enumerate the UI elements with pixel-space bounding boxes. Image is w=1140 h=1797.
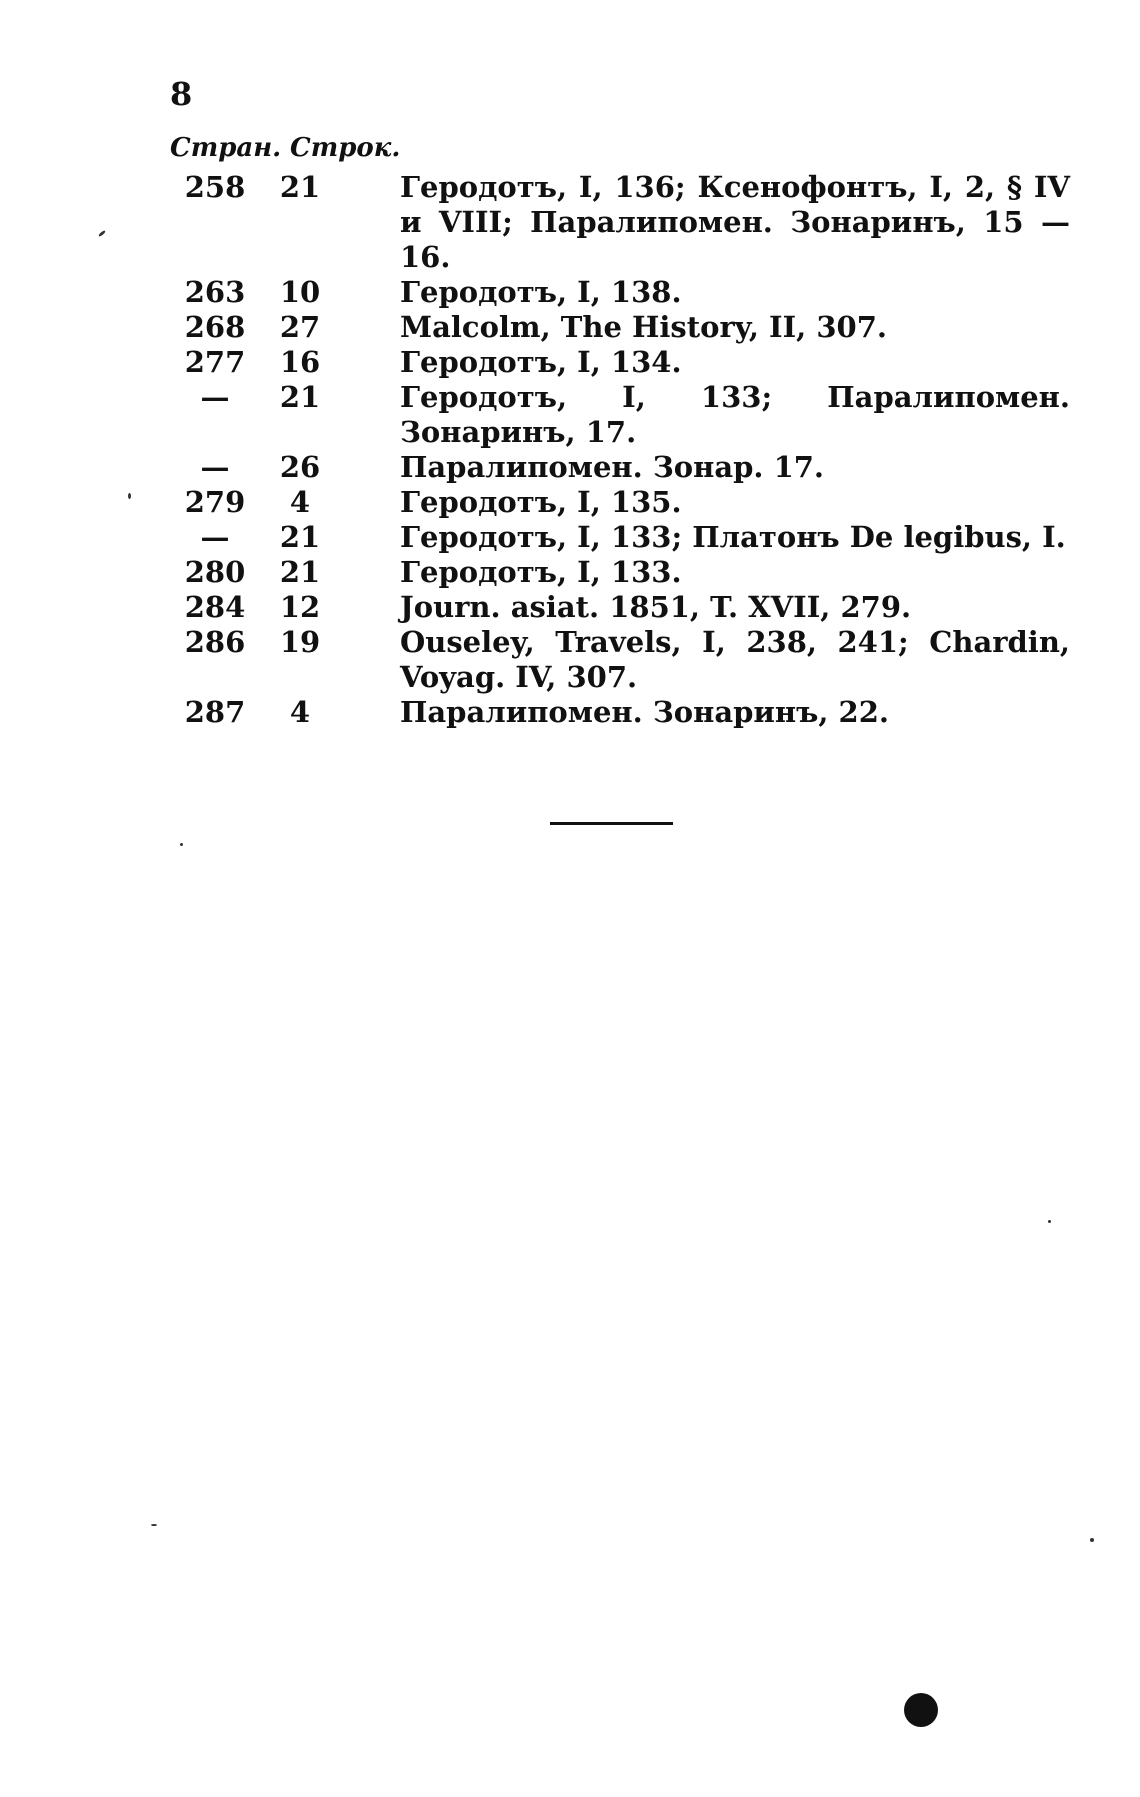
entry-line: 10: [279, 275, 321, 309]
reference-entry: [170, 485, 1070, 520]
entry-reference: Паралипомен. Зонар. 17.: [400, 450, 825, 484]
entry-line: 19: [279, 625, 321, 659]
entry-reference: Геродотъ, I, 138.: [400, 275, 682, 309]
references-list: [170, 170, 1070, 730]
entry-page: 258: [184, 170, 246, 204]
ink-blot: [904, 1693, 938, 1727]
column-headers: [170, 133, 400, 163]
entry-reference: Геродотъ, I, 134.: [400, 345, 682, 379]
entry-page: 277: [184, 345, 246, 379]
entry-reference: Паралипомен. Зонаринъ, 22.: [400, 695, 890, 729]
entry-line: 12: [279, 590, 321, 624]
entry-line: 27: [279, 310, 321, 344]
entry-line: 21: [279, 555, 321, 589]
entry-page: 280: [184, 555, 246, 589]
reference-entry: [170, 625, 1070, 695]
entry-reference: Ouseley, Travels, I, 238, 241; Chardin, Voyag. IV, 307.: [400, 625, 1070, 694]
entry-page: 287: [184, 695, 246, 729]
reference-entry: [170, 170, 1070, 275]
entry-line: 16: [279, 345, 321, 379]
entry-reference: Геродотъ, I, 133; Паралипомен. Зонаринъ, 17.: [400, 380, 1070, 449]
column-header-page: Стран.: [170, 133, 282, 163]
entry-reference: Геродотъ, I, 136; Ксенофонтъ, I, 2, § IV и VIII; Паралипомен. Зонаринъ, 15 — 16.: [400, 170, 1070, 274]
reference-entry: [170, 345, 1070, 380]
reference-entry: [170, 590, 1070, 625]
reference-entry: [170, 380, 1070, 450]
reference-entry: [170, 450, 1070, 485]
entry-page: 268: [184, 310, 246, 344]
reference-entry: [170, 695, 1070, 730]
page-number: 8: [170, 75, 193, 113]
entry-page: —: [200, 380, 230, 414]
entry-reference: Malcolm, The History, II, 307.: [400, 310, 887, 344]
entry-page: 284: [184, 590, 246, 624]
entry-page: —: [200, 450, 230, 484]
entry-line: 4: [289, 485, 311, 519]
entry-reference: Journ. asiat. 1851, T. XVII, 279.: [400, 590, 912, 624]
entry-page: 279: [184, 485, 246, 519]
ink-speck: [1048, 1220, 1051, 1223]
entry-reference: Геродотъ, I, 133.: [400, 555, 682, 589]
entry-reference: Геродотъ, I, 133; Платонъ De legibus, I.: [400, 520, 1066, 554]
entry-line: 4: [289, 695, 311, 729]
ink-speck: [151, 1524, 157, 1526]
entry-page: 286: [184, 625, 246, 659]
reference-entry: [170, 555, 1070, 590]
section-divider: [550, 822, 673, 825]
entry-line: 21: [279, 380, 321, 414]
entry-page: —: [200, 520, 230, 554]
entry-page: 263: [184, 275, 246, 309]
column-header-line: Строк.: [290, 133, 401, 163]
ink-speck: [180, 843, 183, 846]
ink-speck: [1090, 1538, 1094, 1542]
entry-line: 21: [279, 170, 321, 204]
entry-line: 26: [279, 450, 321, 484]
entry-line: 21: [279, 520, 321, 554]
entry-reference: Геродотъ, I, 135.: [400, 485, 682, 519]
reference-entry: [170, 310, 1070, 345]
ink-speck: [98, 230, 106, 237]
reference-entry: [170, 520, 1070, 555]
ink-speck: [128, 493, 131, 499]
reference-entry: [170, 275, 1070, 310]
